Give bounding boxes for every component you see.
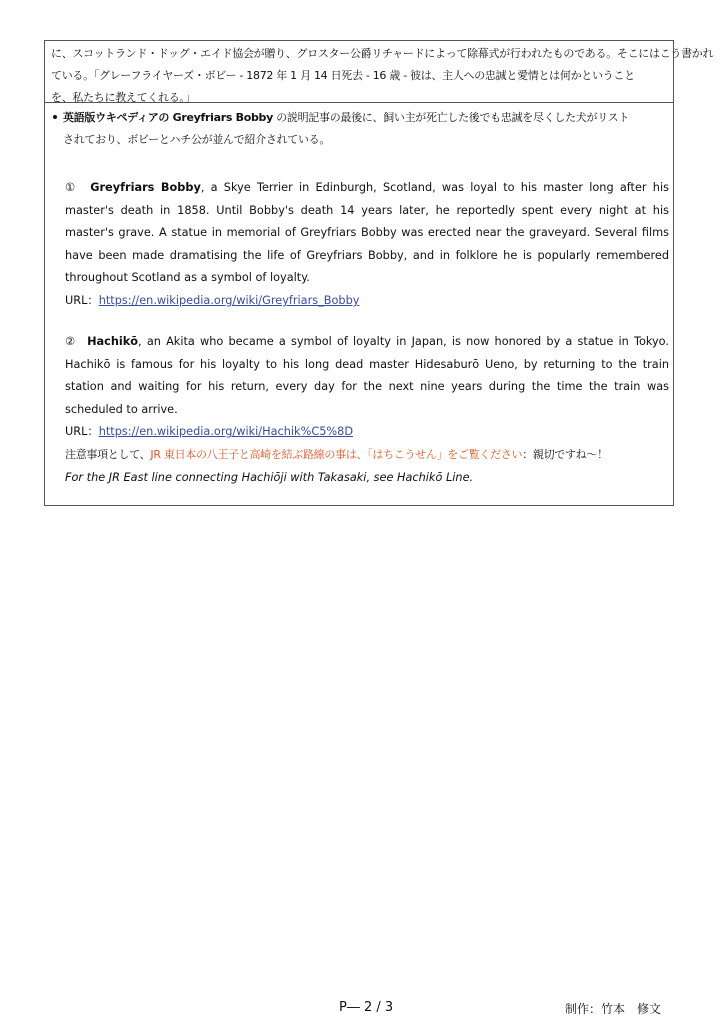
intro-section xyxy=(45,41,714,104)
item1-text: , a Skye Terrier in Edinburgh, Scotland, was loyal to his master long after his master's death in 1858. Until Bobby's death 14 years later, he reportedly spent every night at his master's grave. A statue in memorial of Greyfriars Bobby was erected near the graveyard. Several films have been made dramatising the life of Greyfriars Bobby, and in folklore he is popularly remembered throughout Scotland as a symbol of loyalty. xyxy=(65,181,669,285)
bullet-line-1 xyxy=(51,107,667,129)
bullet-line-2: されており、ボビーとハチ公が並んで紹介されている。 xyxy=(63,133,331,146)
item1-url-row xyxy=(65,290,669,313)
content-box xyxy=(44,40,714,506)
item-greyfriars xyxy=(65,177,669,313)
note-orange: JR 東日本の八王子と高崎を結ぶ路線の事は、「はちこうせん」をご覧ください xyxy=(150,447,523,461)
item1-marker: ① xyxy=(65,181,78,194)
item2-url-link[interactable]: https://en.wikipedia.org/wiki/Hachik%C5%8D xyxy=(98,425,354,439)
bullet-bold: 英語版ウキペディアの Greyfriars Bobby xyxy=(63,111,273,124)
item1-url-label: URL： xyxy=(65,293,99,307)
author-credit: 制作：竹本 修文 xyxy=(565,1002,662,1016)
item2-url-label: URL： xyxy=(65,425,99,439)
item1-name: Greyfriars Bobby xyxy=(90,181,201,194)
intro-line-1: に、スコットランド・ドッグ・エイド協会が贈り、グロスター公爵リチャードによって除幕式が行われたものである。そこにはこう書かれ xyxy=(51,47,714,60)
item1-url-link[interactable]: https://en.wikipedia.org/wiki/Greyfriars_Bobby xyxy=(98,293,360,307)
item2-text: , an Akita who became a symbol of loyalty in Japan, is now honored by a statue in Tokyo. Hachikō is famous for his loyalty to his long dead master Hidesaburō Ueno, by returning to the train station and waiting for his return, every day for the next nine years during the time the train was scheduled to arrive. xyxy=(65,335,669,416)
intro-line-2: ている。「グレーフライヤーズ・ボビー ‐ 1872 年 1 月 14 日死去 ‐ 16 歳 ‐ 彼は、主人への忠誠と愛情とは何かということ xyxy=(51,69,635,82)
item2-note xyxy=(65,444,669,467)
note-prefix: 注意事項として、 xyxy=(65,447,151,461)
item2-paragraph xyxy=(65,331,669,421)
note-suffix: ：親切ですね～！ xyxy=(522,447,608,461)
item-hachiko xyxy=(65,331,669,489)
page-number: P― 2 / 3 xyxy=(339,1000,394,1015)
item2-url-row xyxy=(65,421,669,444)
bullet-dot-icon xyxy=(53,115,57,119)
item2-note-en: For the JR East line connecting Hachiōji with Takasaki, see Hachikō Line. xyxy=(65,470,474,484)
item2-name: Hachikō xyxy=(87,335,139,348)
item1-paragraph xyxy=(65,177,669,290)
intro-line-3: を、私たちに教えてくれる。」 xyxy=(51,91,196,104)
bullet-section xyxy=(51,107,667,151)
bullet-rest: の説明記事の最後に、飼い主が死亡した後でも忠誠を尽くした犬がリスト xyxy=(276,111,630,124)
item2-marker: ② xyxy=(65,335,77,348)
